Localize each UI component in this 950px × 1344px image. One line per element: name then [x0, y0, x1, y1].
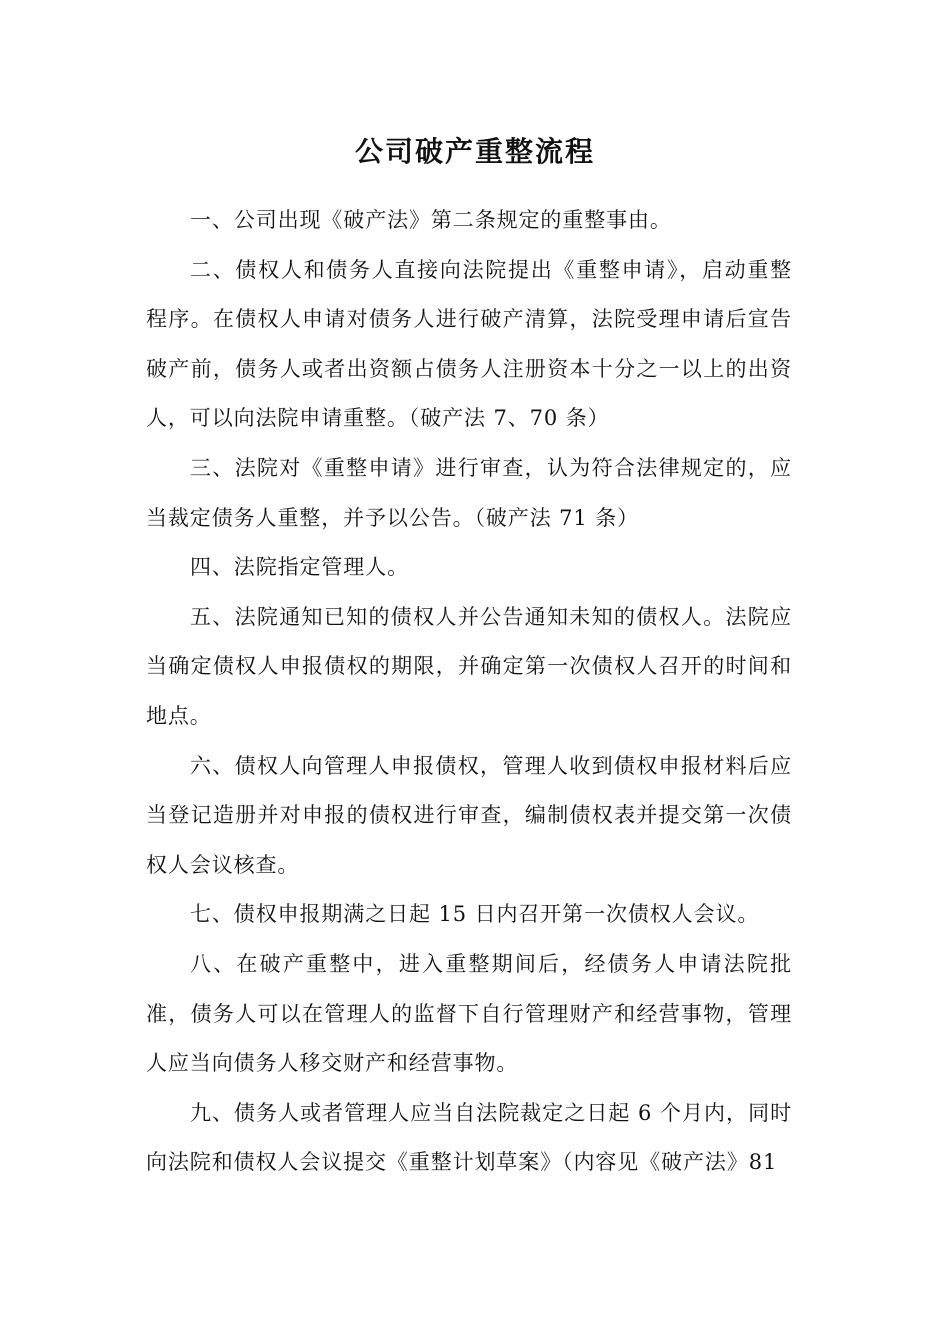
- paragraph-4: 四、法院指定管理人。: [190, 555, 409, 580]
- document-body: [146, 196, 792, 1188]
- paragraph-7: 七、债权申报期满之日起 15 日内召开第一次债权人会议。: [190, 902, 760, 927]
- paragraph-1: 一、公司出现《破产法》第二条规定的重整事由。: [190, 208, 672, 232]
- paragraph-9: 九、债务人或者管理人应当自法院裁定之日起 6 个月内，同时向法院和债权人会议提交《重整计划草案》（内容见《破产法》81: [146, 1100, 792, 1175]
- paragraph-2: 二、债权人和债务人直接向法院提出《重整申请》，启动重整程序。在债权人申请对债务人进行破产清算，法院受理申请后宣告破产前，债务人或者出资额占债务人注册资本十分之一以上的出资人，可以向法院申请重整。（破产法 7、70 条）: [146, 257, 792, 431]
- paragraph-5: 五、法院通知已知的债权人并公告通知未知的债权人。法院应当确定债权人申报债权的期限，并确定第一次债权人召开的时间和地点。: [146, 604, 792, 728]
- paragraph-6: 六、债权人向管理人申报债权，管理人收到债权申报材料后应当登记造册并对申报的债权进行审查，编制债权表并提交第一次债权人会议核查。: [146, 753, 792, 877]
- paragraph-8: 八、在破产重整中，进入重整期间后，经债务人申请法院批准，债务人可以在管理人的监督下自行管理财产和经营事物，管理人应当向债务人移交财产和经营事物。: [146, 951, 792, 1076]
- paragraph-3: 三、法院对《重整申请》进行审查，认为符合法律规定的，应当裁定债务人重整，并予以公告。（破产法 71 条）: [146, 455, 792, 530]
- document-title: 公司破产重整流程: [354, 135, 595, 168]
